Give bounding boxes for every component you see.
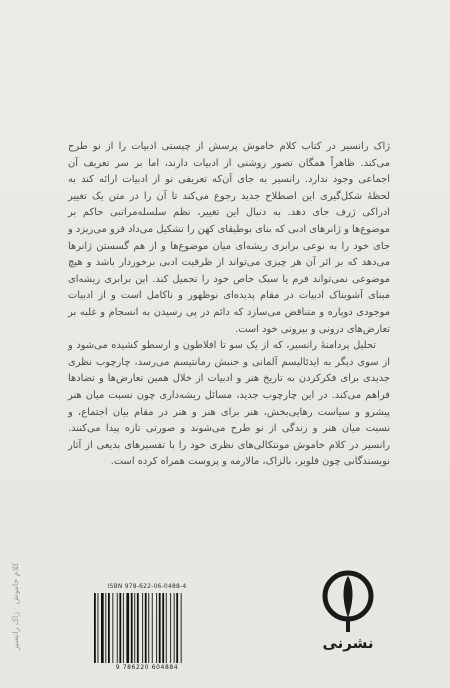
blurb-text: [68, 139, 390, 471]
spine-handwriting: کلام خاموش · ژاک رانسیر: [11, 562, 20, 650]
publisher-logo: [316, 570, 380, 666]
publisher-name: نشرنی: [322, 634, 374, 652]
isbn-label: ISBN 978-622-06-0488-4: [107, 583, 187, 590]
barcode-icon: [92, 593, 202, 663]
blurb-paragraph-2: تحلیل پردامنهٔ رانسیر، که از یک سو تا افلاطون و ارسطو کشیده می‌شود و از سوی دیگر به ایدئالیسم آلمانی و جنبش رمانتیسم می‌رسد، چارچوب نظری جدیدی برای فکرکردن به تاریخ هنر و ادبیات از خلال همین تعارض‌ها و تضادها فراهم می‌کند. در این چارچوب جدید، مسائل ریشه‌داری چون نسبت میان هنر پیشرو و سیاست رهایی‌بخش، هنر برای هنر و هنر در مقام بیان اجتماع، و نسبت میان هنر و زندگی از نو طرح می‌شوند و صورتی تازه پیدا می‌کنند. رانسیر در کلام خاموش مونتکالی‌های نظری خود را با تفسیرهای بدیعی از آثار نویسندگانی چون فلوبر، بالزاک، مالارمه و پروست همراه کرده است.: [68, 340, 390, 468]
nashr-ney-logo-icon: [322, 570, 374, 632]
isbn-digits: 9 786220 604884: [115, 664, 179, 671]
isbn-barcode: [88, 583, 206, 675]
blurb-paragraph-1: ژاک رانسیر در کتاب کلام خاموش پرسش از چیستی ادبیات را از نو طرح می‌کند. ظاهراً همگان تصور روشنی از ادبیات دارند، اما بر سر تعریف آن اجماعی وجود ندارد. رانسیر به جای آن‌که تعریفی نو از ادبیات ارائه کند به لحظهٔ شکل‌گیری این اصطلاح جدید رجوع می‌کند تا آن را در متن یک تغییر ادراکی ژرف جای دهد. به دنبال این تغییر، نظم سلسله‌مراتبی حاکم بر موضوع‌ها و ژانرهای ادبی که بنای بوطیقای کهن را تشکیل می‌داد فرو می‌ریزد و جای خود را به نوعی برابری ریشه‌ای میان موضوع‌ها و از هم گسستن ژانرها می‌دهد که بر اثر آن هر چیزی می‌تواند از ظرفیت ادبی برخوردار باشد و هیچ موضوعی نمی‌تواند فرم یا سبک خاص خود را تحمیل کند. این برابری ریشه‌ای مبنای آشوبناک ادبیات در مقام پدیده‌ای نوظهور و ناکامل است و از ادبیات موجودی دوپاره و متناقض می‌سازد که دائم در پی رسیدن به انسجام و غلبه بر تعارض‌های درونی و بیرونی خود است.: [68, 141, 390, 335]
